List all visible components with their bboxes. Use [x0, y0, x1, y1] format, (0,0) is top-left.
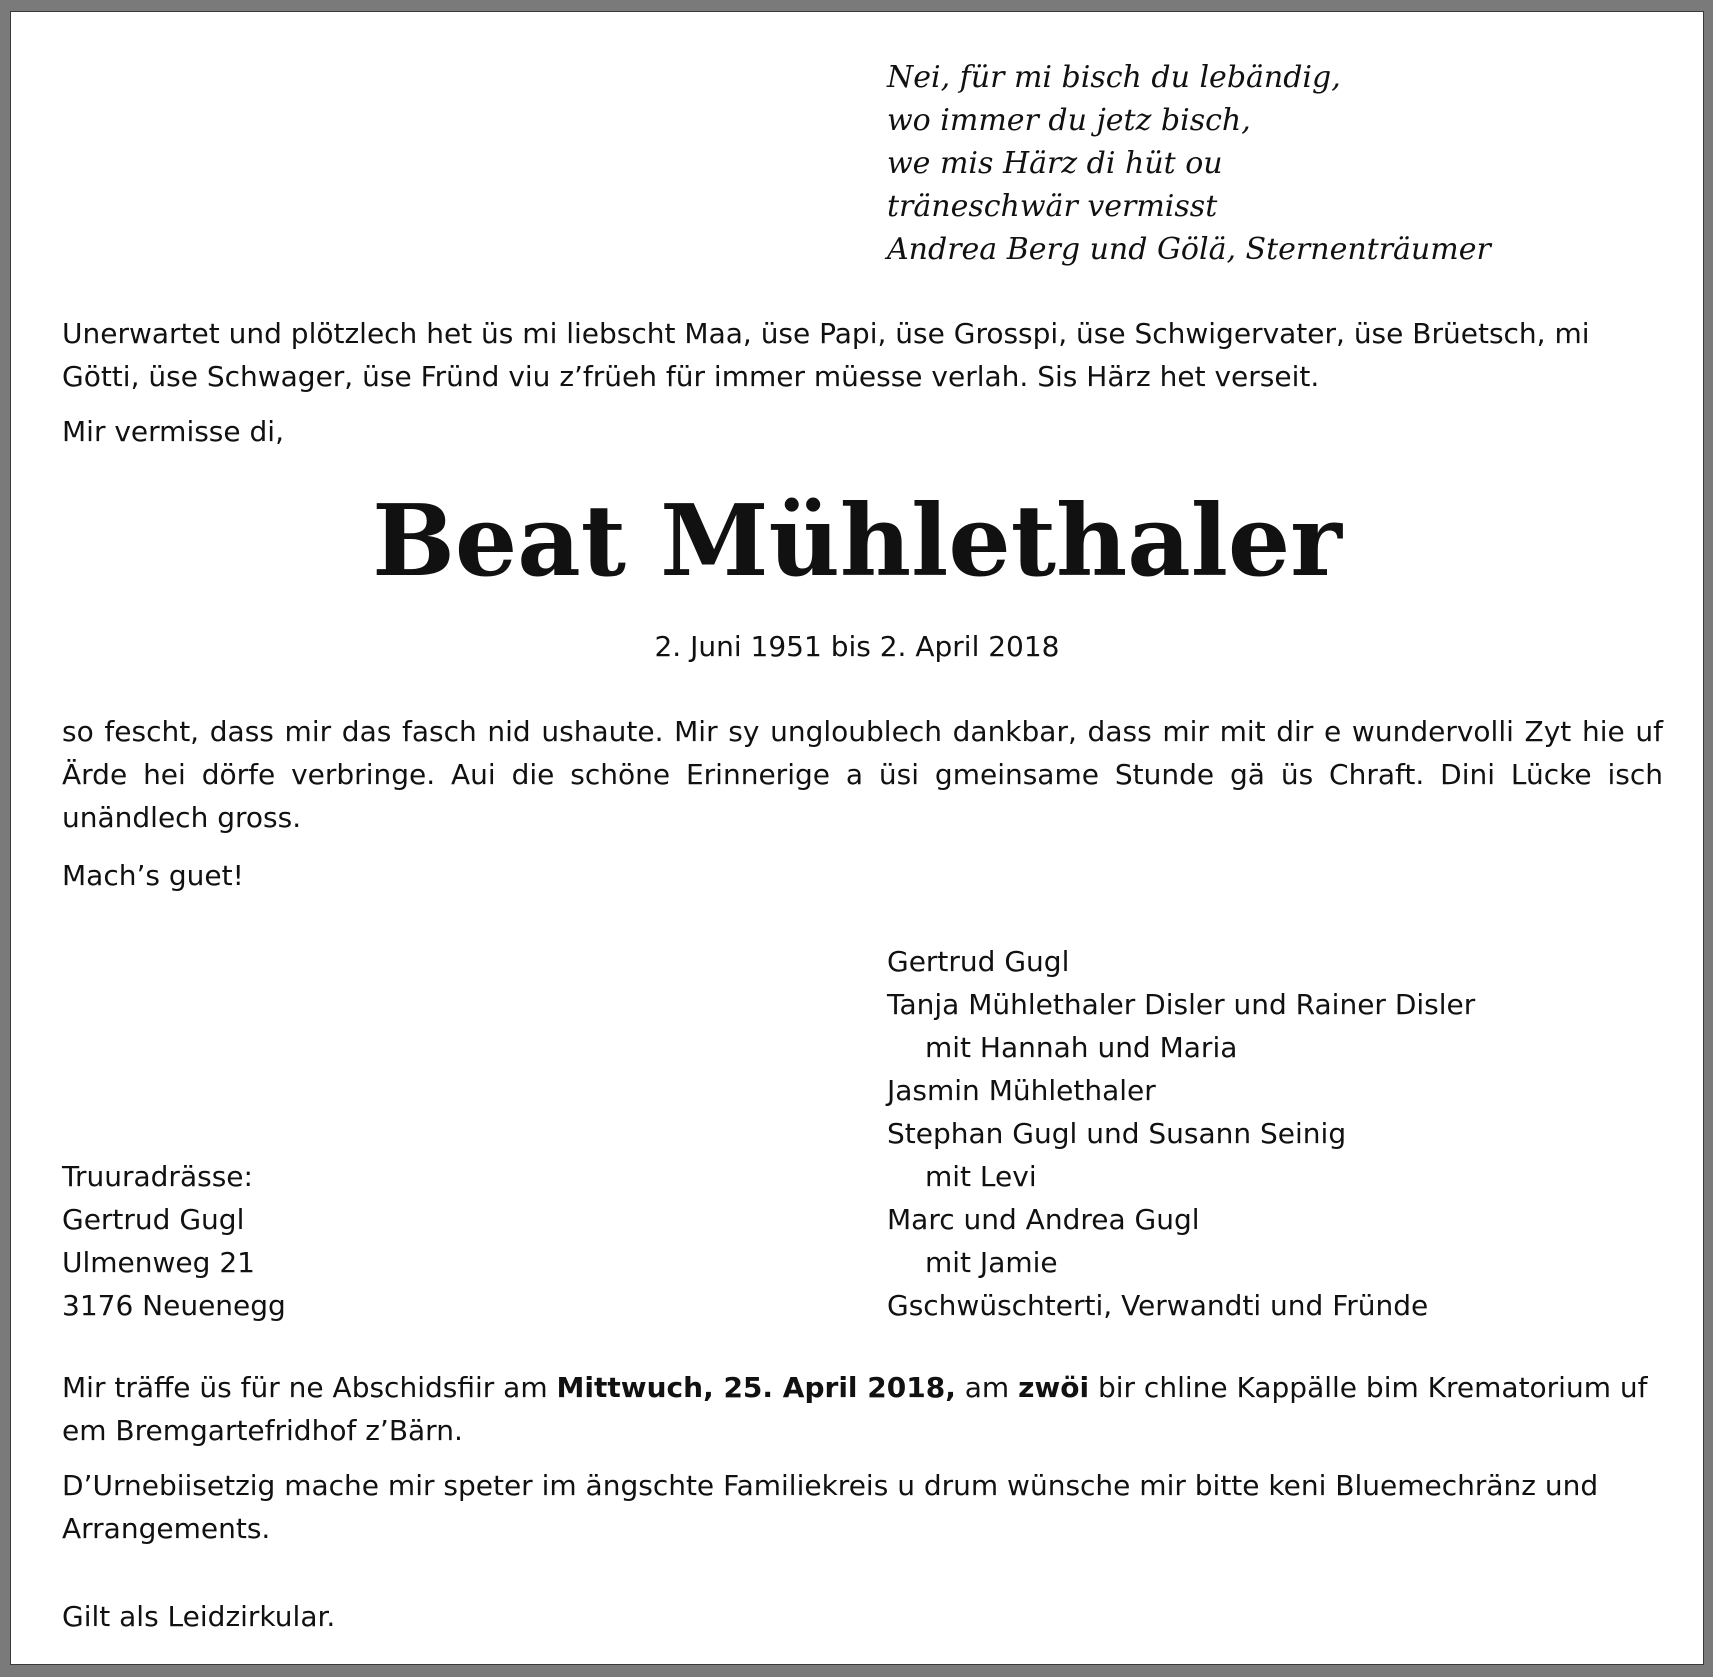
mourner: Jasmin Mühlethaler [887, 1074, 1156, 1107]
ceremony-intro: Mir träffe üs für ne Abschidsfiir am [62, 1371, 557, 1404]
obituary-notice [10, 11, 1704, 1665]
deceased-name: Beat Mühlethaler [372, 484, 1342, 599]
mourner: Marc und Andrea Gugl [887, 1203, 1200, 1236]
mourner-children: mit Hannah und Maria [925, 1031, 1238, 1064]
ceremony-date: Mittwuch, 25. April 2018, [556, 1371, 956, 1404]
ceremony-location: bir chline Kappälle bim Krematorium uf em Bremgartefridhof z’Bärn. [62, 1371, 1648, 1447]
ceremony-paragraph [62, 1366, 1663, 1452]
circular-note: Gilt als Leidzirkular. [62, 1600, 336, 1633]
address-street: Ulmenweg 21 [62, 1246, 255, 1279]
life-dates: 2. Juni 1951 bis 2. April 2018 [654, 630, 1060, 663]
poem-quote [887, 56, 1491, 271]
ceremony-connector: am [955, 1371, 1019, 1404]
mourning-address [62, 1155, 286, 1327]
farewell-line: Mach’s guet! [62, 859, 244, 892]
mourner: Stephan Gugl und Susann Seinig [887, 1117, 1347, 1150]
mourner: Tanja Mühlethaler Disler und Rainer Disler [887, 988, 1476, 1021]
intro-paragraph: Unerwartet und plötzlech het üs mi liebscht Maa, üse Papi, üse Grosspi, üse Schwigervater, üse Brüetsch, mi Götti, üse Schwager, üse Fründ viu z’früeh für immer müesse verlah. Sis Härz het verseit. [62, 317, 1590, 393]
mourner-children: mit Jamie [925, 1246, 1058, 1279]
address-city: 3176 Neuenegg [62, 1289, 286, 1322]
mourner: Gschwüschterti, Verwandti und Fründe [887, 1289, 1429, 1322]
address-name: Gertrud Gugl [62, 1203, 245, 1236]
address-label: Truuradrässe: [62, 1160, 253, 1193]
poem-line: Nei, für mi bisch du lebändig, [887, 60, 1341, 95]
mourners-list [887, 940, 1475, 1327]
poem-line: träneschwär vermisst [887, 189, 1218, 224]
poem-attribution: Andrea Berg und Gölä, Sternenträumer [887, 232, 1491, 267]
miss-you-line: Mir vermisse di, [62, 415, 284, 448]
poem-line: we mis Härz di hüt ou [887, 146, 1223, 181]
poem-line: wo immer du jetz bisch, [887, 103, 1251, 138]
urn-note: D’Urnebiisetzig mache mir speter im ängschte Familiekreis u drum wünsche mir bitte keni Bluemechränz und Arrangements. [62, 1469, 1599, 1545]
mourner: Gertrud Gugl [887, 945, 1070, 978]
ceremony-time: zwöi [1018, 1371, 1090, 1404]
mourner-children: mit Levi [925, 1160, 1037, 1193]
tribute-paragraph: so fescht, dass mir das fasch nid ushaute. Mir sy ungloublech dankbar, dass mir mit dir e wundervolli Zyt hie uf Ärde hei dörfe verbringe. Aui die schöne Erinnerige a üsi gmeinsame Stunde gä üs Chraft. Dini Lücke isch unändlech gross. [62, 715, 1663, 834]
